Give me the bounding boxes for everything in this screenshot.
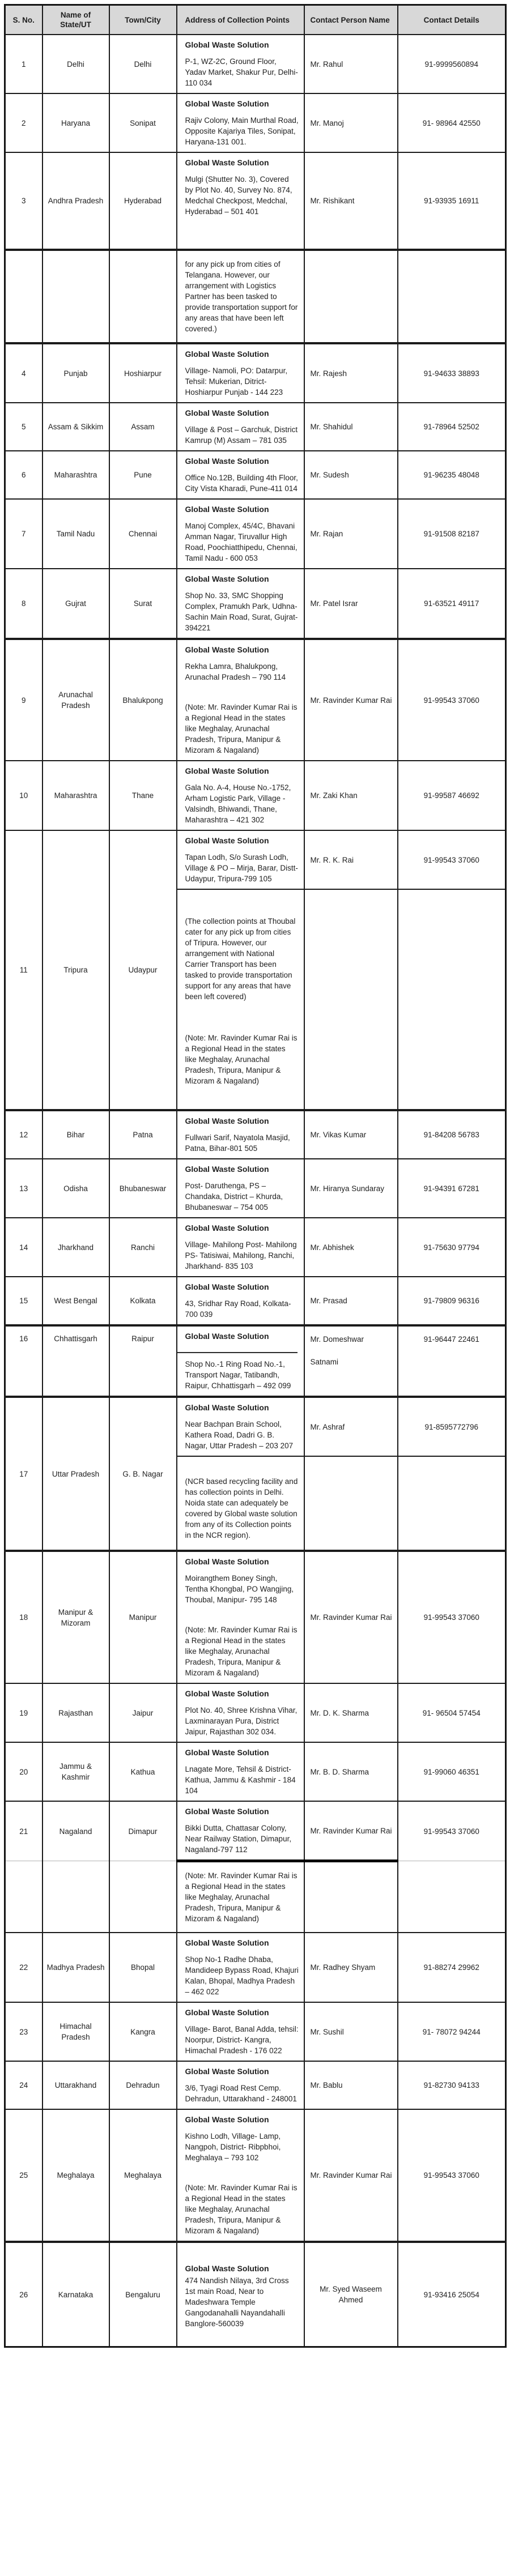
state-cell bbox=[42, 250, 109, 343]
address-cell bbox=[177, 451, 304, 499]
contact-person-cell: Satnami bbox=[304, 1352, 398, 1397]
table-row bbox=[5, 2061, 506, 2109]
address-text: (The collection points at Thoubal cater for any pick up from cities of Tripura. However, our arrangement with National Carrier Transport has been tasked to provide transportation support for any areas that have been left covered) bbox=[185, 917, 296, 1001]
contact-person-cell: Mr. Shahidul bbox=[304, 403, 398, 451]
contact-details-cell: 91-94633 38893 bbox=[398, 343, 506, 403]
sno-cell: 22 bbox=[5, 1933, 42, 2002]
address-cell bbox=[177, 1352, 304, 1397]
contact-details-cell bbox=[398, 889, 506, 1110]
address-cell bbox=[177, 1277, 304, 1325]
contact-details-cell: 91-94391 67281 bbox=[398, 1159, 506, 1218]
table-row bbox=[5, 93, 506, 152]
sno-cell: 15 bbox=[5, 1277, 42, 1325]
contact-details-cell bbox=[398, 250, 506, 343]
address-text: Tapan Lodh, S/o Surash Lodh, Village & PO – Mirja, Barar, Distt-Udaypur, Tripura-799 105 bbox=[185, 853, 298, 883]
contact-details-cell: 91-96447 22461 bbox=[398, 1325, 506, 1352]
contact-person-cell: Mr. Domeshwar bbox=[304, 1325, 398, 1352]
sno-cell: 5 bbox=[5, 403, 42, 451]
sno-cell: 6 bbox=[5, 451, 42, 499]
table-row bbox=[5, 2242, 506, 2347]
table-row bbox=[5, 1861, 506, 1933]
table-row bbox=[5, 1933, 506, 2002]
state-cell: Karnataka bbox=[42, 2242, 109, 2347]
table-row bbox=[5, 250, 506, 343]
address-cell bbox=[177, 761, 304, 830]
address-cell bbox=[177, 1456, 304, 1551]
contact-person-cell: Mr. Patel Israr bbox=[304, 569, 398, 639]
address-heading: Global Waste Solution bbox=[185, 349, 269, 359]
state-cell: Madhya Pradesh bbox=[42, 1933, 109, 2002]
address-text: 43, Sridhar Ray Road, Kolkata- 700 039 bbox=[185, 1299, 291, 1319]
address-text: Village- Mahilong Post- Mahilong PS- Tatisiwai, Mahilong, Ranchi, Jharkhand- 835 103 bbox=[185, 1240, 297, 1270]
contact-details-cell: 91-99543 37060 bbox=[398, 2109, 506, 2242]
header-row bbox=[5, 5, 506, 35]
contact-person-cell: Mr. Abhishek bbox=[304, 1218, 398, 1277]
address-cell bbox=[177, 2002, 304, 2061]
state-cell: West Bengal bbox=[42, 1277, 109, 1325]
address-text: (Note: Mr. Ravinder Kumar Rai is a Regional Head in the states like Meghalay, Arunachal Pradesh, Tripura, Manipur & Mizoram & Nagaland) bbox=[185, 1871, 298, 1923]
address-cell bbox=[177, 2242, 304, 2347]
address-text: (Note: Mr. Ravinder Kumar Rai is a Regional Head in the states like Meghalay, Arunachal Pradesh, Tripura, Manipur & Mizoram & Nagaland) bbox=[185, 703, 298, 754]
address-cell bbox=[177, 1801, 304, 1861]
table-row bbox=[5, 1551, 506, 1683]
sno-cell: 17 bbox=[5, 1397, 42, 1551]
contact-person-cell: Mr. Ashraf bbox=[304, 1397, 398, 1456]
contact-person-cell: Mr. Sushil bbox=[304, 2002, 398, 2061]
address-cell bbox=[177, 1218, 304, 1277]
address-cell bbox=[177, 1159, 304, 1218]
state-cell: Jammu & Kashmir bbox=[42, 1742, 109, 1801]
city-cell: Delhi bbox=[109, 35, 177, 93]
address-text: Near Bachpan Brain School, Kathera Road, Dadri G. B. Nagar, Uttar Pradesh – 203 207 bbox=[185, 1420, 294, 1450]
state-cell bbox=[42, 1861, 109, 1933]
table-row bbox=[5, 499, 506, 569]
sno-cell bbox=[5, 250, 42, 343]
address-text: Shop No. 33, SMC Shopping Complex, Pramukh Park, Udhna-Sachin Main Road, Surat, Gujrat-394221 bbox=[185, 591, 298, 632]
address-cell bbox=[177, 1551, 304, 1683]
address-text: Village- Barot, Banal Adda, tehsil: Noorpur, District- Kangra, Himachal Pradesh - 176 022 bbox=[185, 2025, 299, 2055]
address-text: (Note: Mr. Ravinder Kumar Rai is a Regional Head in the states like Meghalay, Arunachal Pradesh, Tripura, Manipur & Mizoram & Nagaland) bbox=[185, 1626, 298, 1677]
address-heading: Global Waste Solution bbox=[185, 2067, 269, 2076]
address-text: Kishno Lodh, Village- Lamp, Nangpoh, District- Ribpbhoi, Meghalaya – 793 102 bbox=[185, 2132, 281, 2162]
address-cell bbox=[177, 1933, 304, 2002]
address-text: Manoj Complex, 45/4C, Bhavani Amman Nagar, Tiruvallur High Road, Poochiatthipedu, Chennai, Tamil Nadu - 600 053 bbox=[185, 522, 298, 562]
address-text: Lnagate More, Tehsil & District-Kathua, Jammu & Kashmir - 184 104 bbox=[185, 1765, 296, 1795]
city-cell: Pune bbox=[109, 451, 177, 499]
address-cell bbox=[177, 403, 304, 451]
contact-details-cell: 91-63521 49117 bbox=[398, 569, 506, 639]
address-cell bbox=[177, 830, 304, 889]
contact-person-cell bbox=[304, 1456, 398, 1551]
address-heading: Global Waste Solution bbox=[185, 1403, 269, 1412]
collection-points-table bbox=[4, 4, 507, 2348]
table-row bbox=[5, 1325, 506, 1352]
city-cell: G. B. Nagar bbox=[109, 1397, 177, 1551]
sno-cell: 19 bbox=[5, 1683, 42, 1742]
contact-person-cell bbox=[304, 1861, 398, 1933]
state-cell: Delhi bbox=[42, 35, 109, 93]
table-row bbox=[5, 1110, 506, 1159]
address-heading: Global Waste Solution bbox=[185, 645, 269, 654]
table-row bbox=[5, 1742, 506, 1801]
state-cell: Assam & Sikkim bbox=[42, 403, 109, 451]
sno-cell: 21 bbox=[5, 1801, 42, 1861]
address-cell bbox=[177, 569, 304, 639]
contact-person-cell: Mr. Rishikant bbox=[304, 152, 398, 250]
contact-person-cell: Mr. Rajan bbox=[304, 499, 398, 569]
address-cell bbox=[177, 1861, 304, 1933]
address-cell bbox=[177, 1397, 304, 1456]
address-cell bbox=[177, 1325, 304, 1352]
address-heading: Global Waste Solution bbox=[185, 1116, 269, 1125]
sno-cell: 13 bbox=[5, 1159, 42, 1218]
contact-details-cell: 91-82730 94133 bbox=[398, 2061, 506, 2109]
state-cell: Maharashtra bbox=[42, 451, 109, 499]
address-heading: Global Waste Solution bbox=[185, 1282, 269, 1291]
sno-cell: 16 bbox=[5, 1325, 42, 1397]
address-text: Rajiv Colony, Main Murthal Road, Opposite Kajariya Tiles, Sonipat, Haryana-131 001. bbox=[185, 116, 299, 146]
city-cell: Assam bbox=[109, 403, 177, 451]
state-cell: Nagaland bbox=[42, 1801, 109, 1861]
contact-person-cell bbox=[304, 250, 398, 343]
table-row bbox=[5, 1277, 506, 1325]
city-cell: Bengaluru bbox=[109, 2242, 177, 2347]
sno-cell: 1 bbox=[5, 35, 42, 93]
address-heading: Global Waste Solution bbox=[185, 505, 269, 514]
sno-cell: 3 bbox=[5, 152, 42, 250]
city-cell: Bhubaneswar bbox=[109, 1159, 177, 1218]
contact-details-cell: 91-8595772796 bbox=[398, 1397, 506, 1456]
address-cell bbox=[177, 343, 304, 403]
table-row bbox=[5, 152, 506, 250]
city-cell: Bhalukpong bbox=[109, 639, 177, 761]
address-text: (Note: Mr. Ravinder Kumar Rai is a Regional Head in the states like Meghalay, Arunachal Pradesh, Tripura, Manipur & Mizoram & Nagaland) bbox=[185, 1034, 298, 1085]
col-header-person: Contact Person Name bbox=[304, 5, 398, 35]
address-heading: Global Waste Solution bbox=[185, 836, 269, 845]
address-cell bbox=[177, 889, 304, 1110]
contact-details-cell bbox=[398, 1352, 506, 1397]
address-text: Mulgi (Shutter No. 3), Covered by Plot No. 40, Survey No. 874, Medchal Checkpost, Medchal, Hyderabad – 501 401 bbox=[185, 175, 292, 216]
address-cell bbox=[177, 499, 304, 569]
sno-cell: 8 bbox=[5, 569, 42, 639]
table-row bbox=[5, 451, 506, 499]
address-text: (Note: Mr. Ravinder Kumar Rai is a Regional Head in the states like Meghalay, Arunachal Pradesh, Tripura, Manipur & Mizoram & Nagaland) bbox=[185, 2183, 298, 2235]
sno-cell: 18 bbox=[5, 1551, 42, 1683]
address-text: Gala No. A-4, House No.-1752, Arham Logistic Park, Village - Valsindh, Bhiwandi, Thane, Maharashtra – 421 302 bbox=[185, 783, 291, 824]
address-text: Shop No.-1 Ring Road No.-1, Transport Nagar, Tatibandh, Raipur, Chhattisgarh – 492 099 bbox=[185, 1360, 291, 1390]
address-text: Moirangthem Boney Singh, Tentha Khongbal, PO Wangjing, Thoubal, Manipur- 795 148 bbox=[185, 1574, 294, 1604]
city-cell bbox=[109, 1861, 177, 1933]
state-cell: Haryana bbox=[42, 93, 109, 152]
contact-person-cell: Mr. Ravinder Kumar Rai bbox=[304, 2109, 398, 2242]
city-cell: Ranchi bbox=[109, 1218, 177, 1277]
table-row bbox=[5, 35, 506, 93]
address-cell bbox=[177, 2109, 304, 2242]
address-text: for any pick up from cities of Telangana. However, our arrangement with Logistics Partner has been tasked to provide transportation support for any areas that have been left covered.) bbox=[185, 260, 298, 333]
contact-details-cell: 91-84208 56783 bbox=[398, 1110, 506, 1159]
city-cell: Kathua bbox=[109, 1742, 177, 1801]
address-cell bbox=[177, 250, 304, 343]
address-cell bbox=[177, 2061, 304, 2109]
table-body bbox=[5, 35, 506, 2347]
city-cell: Thane bbox=[109, 761, 177, 830]
address-heading: Global Waste Solution bbox=[185, 1332, 269, 1341]
table-row bbox=[5, 1801, 506, 1861]
address-cell bbox=[177, 35, 304, 93]
address-cell bbox=[177, 1742, 304, 1801]
contact-details-cell: 91-79809 96316 bbox=[398, 1277, 506, 1325]
contact-details-cell: 91-93935 16911 bbox=[398, 152, 506, 250]
address-text: Rekha Lamra, Bhalukpong, Arunachal Pradesh – 790 114 bbox=[185, 662, 286, 681]
address-heading: Global Waste Solution bbox=[185, 2264, 269, 2273]
table-row bbox=[5, 1159, 506, 1218]
state-cell: Punjab bbox=[42, 343, 109, 403]
address-heading: Global Waste Solution bbox=[185, 2008, 269, 2017]
contact-person-cell: Mr. D. K. Sharma bbox=[304, 1683, 398, 1742]
address-heading: Global Waste Solution bbox=[185, 1223, 269, 1232]
address-heading: Global Waste Solution bbox=[185, 40, 269, 49]
state-cell: Gujrat bbox=[42, 569, 109, 639]
contact-details-cell: 91-99543 37060 bbox=[398, 830, 506, 889]
city-cell: Surat bbox=[109, 569, 177, 639]
contact-details-cell: 91-9999560894 bbox=[398, 35, 506, 93]
table-row bbox=[5, 2109, 506, 2242]
sno-cell: 25 bbox=[5, 2109, 42, 2242]
city-cell: Sonipat bbox=[109, 93, 177, 152]
address-heading: Global Waste Solution bbox=[185, 1165, 269, 1174]
contact-person-cell: Mr. Ravinder Kumar Rai bbox=[304, 1801, 398, 1861]
table-row bbox=[5, 639, 506, 761]
contact-person-cell: Mr. Zaki Khan bbox=[304, 761, 398, 830]
city-cell: Manipur bbox=[109, 1551, 177, 1683]
sno-cell: 2 bbox=[5, 93, 42, 152]
address-heading: Global Waste Solution bbox=[185, 457, 269, 466]
address-heading: Global Waste Solution bbox=[185, 766, 269, 775]
state-cell: Chhattisgarh bbox=[42, 1325, 109, 1397]
sno-cell: 10 bbox=[5, 761, 42, 830]
table-row bbox=[5, 343, 506, 403]
contact-person-cell: Mr. Ravinder Kumar Rai bbox=[304, 639, 398, 761]
table-row bbox=[5, 1683, 506, 1742]
contact-details-cell: 91-78964 52502 bbox=[398, 403, 506, 451]
address-text: 3/6, Tyagi Road Rest Cemp. Dehradun, Uttarakhand - 248001 bbox=[185, 2084, 297, 2103]
sno-cell: 20 bbox=[5, 1742, 42, 1801]
address-heading: Global Waste Solution bbox=[185, 408, 269, 417]
state-cell: Tripura bbox=[42, 830, 109, 1110]
address-heading: Global Waste Solution bbox=[185, 574, 269, 583]
sno-cell: 4 bbox=[5, 343, 42, 403]
contact-details-cell: 91- 78072 94244 bbox=[398, 2002, 506, 2061]
contact-person-cell: Mr. Vikas Kumar bbox=[304, 1110, 398, 1159]
state-cell: Odisha bbox=[42, 1159, 109, 1218]
table-header bbox=[5, 5, 506, 35]
col-header-state: Name of State/UT bbox=[42, 5, 109, 35]
contact-details-cell: 91-99060 46351 bbox=[398, 1742, 506, 1801]
sno-cell bbox=[5, 1861, 42, 1933]
sno-cell: 12 bbox=[5, 1110, 42, 1159]
col-header-sno: S. No. bbox=[5, 5, 42, 35]
address-heading: Global Waste Solution bbox=[185, 1689, 269, 1698]
sno-cell: 14 bbox=[5, 1218, 42, 1277]
contact-details-cell bbox=[398, 1861, 506, 1933]
col-header-city: Town/City bbox=[109, 5, 177, 35]
state-cell: Jharkhand bbox=[42, 1218, 109, 1277]
contact-person-cell: Mr. B. D. Sharma bbox=[304, 1742, 398, 1801]
address-text: P-1, WZ-2C, Ground Floor, Yadav Market, Shakur Pur, Delhi-110 034 bbox=[185, 57, 298, 87]
city-cell bbox=[109, 250, 177, 343]
city-cell: Udaypur bbox=[109, 830, 177, 1110]
city-cell: Dimapur bbox=[109, 1801, 177, 1861]
state-cell: Bihar bbox=[42, 1110, 109, 1159]
address-text: Bikki Dutta, Chattasar Colony, Near Railway Station, Dimapur, Nagaland-797 112 bbox=[185, 1824, 292, 1854]
address-cell bbox=[177, 1110, 304, 1159]
divider-line bbox=[177, 1352, 298, 1353]
table-row bbox=[5, 830, 506, 889]
contact-details-cell bbox=[398, 1456, 506, 1551]
city-cell: Dehradun bbox=[109, 2061, 177, 2109]
contact-person-cell: Mr. Syed Waseem Ahmed bbox=[304, 2242, 398, 2347]
address-cell bbox=[177, 152, 304, 250]
contact-details-cell: 91-99543 37060 bbox=[398, 1551, 506, 1683]
address-text: Fullwari Sarif, Nayatola Masjid, Patna, Bihar-801 505 bbox=[185, 1133, 290, 1153]
address-heading: Global Waste Solution bbox=[185, 2115, 269, 2124]
table-row bbox=[5, 761, 506, 830]
sno-cell: 24 bbox=[5, 2061, 42, 2109]
table-row bbox=[5, 403, 506, 451]
address-text: Shop No-1 Radhe Dhaba, Mandideep Bypass Road, Khajuri Kalan, Bhopal, Madhya Pradesh – 462 022 bbox=[185, 1955, 299, 1996]
address-text: Office No.12B, Building 4th Floor, City Vista Kharadi, Pune-411 014 bbox=[185, 474, 298, 493]
state-cell: Uttar Pradesh bbox=[42, 1397, 109, 1551]
contact-details-cell: 91-99543 37060 bbox=[398, 639, 506, 761]
table-row bbox=[5, 2002, 506, 2061]
contact-person-cell bbox=[304, 889, 398, 1110]
state-cell: Rajasthan bbox=[42, 1683, 109, 1742]
state-cell: Himachal Pradesh bbox=[42, 2002, 109, 2061]
city-cell: Jaipur bbox=[109, 1683, 177, 1742]
address-heading: Global Waste Solution bbox=[185, 1748, 269, 1757]
contact-person-cell: Mr. Hiranya Sundaray bbox=[304, 1159, 398, 1218]
contact-person-cell: Mr. Bablu bbox=[304, 2061, 398, 2109]
contact-details-cell: 91-93416 25054 bbox=[398, 2242, 506, 2347]
col-header-address: Address of Collection Points bbox=[177, 5, 304, 35]
contact-details-cell: 91-96235 48048 bbox=[398, 451, 506, 499]
address-heading: Global Waste Solution bbox=[185, 1807, 269, 1816]
contact-person-cell: Mr. Sudesh bbox=[304, 451, 398, 499]
city-cell: Raipur bbox=[109, 1325, 177, 1397]
address-cell bbox=[177, 639, 304, 761]
contact-person-cell: Mr. Rahul bbox=[304, 35, 398, 93]
sno-cell: 7 bbox=[5, 499, 42, 569]
address-text: Village- Namoli, PO: Datarpur, Tehsil: Mukerian, Ditrict- Hoshiarpur Punjab - 144 223 bbox=[185, 366, 288, 396]
city-cell: Hoshiarpur bbox=[109, 343, 177, 403]
state-cell: Tamil Nadu bbox=[42, 499, 109, 569]
city-cell: Chennai bbox=[109, 499, 177, 569]
contact-details-cell: 91-75630 97794 bbox=[398, 1218, 506, 1277]
contact-details-cell: 91-91508 82187 bbox=[398, 499, 506, 569]
contact-person-cell: Mr. Manoj bbox=[304, 93, 398, 152]
sno-cell: 9 bbox=[5, 639, 42, 761]
contact-details-cell: 91-99543 37060 bbox=[398, 1801, 506, 1861]
address-text: Post- Daruthenga, PS – Chandaka, District – Khurda, Bhubaneswar – 754 005 bbox=[185, 1182, 283, 1212]
state-cell: Manipur & Mizoram bbox=[42, 1551, 109, 1683]
state-cell: Meghalaya bbox=[42, 2109, 109, 2242]
address-text: 474 Nandish Nilaya, 3rd Cross 1st main Road, Near to Madeshwara Temple Gangodanahalli Nayandahalli Banglore-560039 bbox=[185, 2276, 289, 2328]
address-text: Village & Post – Garchuk, District Kamrup (M) Assam – 781 035 bbox=[185, 425, 298, 445]
contact-details-cell: 91- 98964 42550 bbox=[398, 93, 506, 152]
state-cell: Andhra Pradesh bbox=[42, 152, 109, 250]
state-cell: Arunachal Pradesh bbox=[42, 639, 109, 761]
contact-details-cell: 91-88274 29962 bbox=[398, 1933, 506, 2002]
state-cell: Maharashtra bbox=[42, 761, 109, 830]
sno-cell: 11 bbox=[5, 830, 42, 1110]
address-heading: Global Waste Solution bbox=[185, 1557, 269, 1566]
city-cell: Patna bbox=[109, 1110, 177, 1159]
city-cell: Kolkata bbox=[109, 1277, 177, 1325]
city-cell: Meghalaya bbox=[109, 2109, 177, 2242]
contact-details-cell: 91-99587 46692 bbox=[398, 761, 506, 830]
state-cell: Uttarakhand bbox=[42, 2061, 109, 2109]
address-heading: Global Waste Solution bbox=[185, 158, 269, 167]
address-text: Plot No. 40, Shree Krishna Vihar, Laxminarayan Pura, District Jaipur, Rajasthan 302 034. bbox=[185, 1706, 298, 1736]
table-row bbox=[5, 1218, 506, 1277]
address-text: (NCR based recycling facility and has collection points in Delhi. Noida state can adequately be covered by Global waste solution from any of its Collection points in the NCR region). bbox=[185, 1477, 298, 1539]
address-cell bbox=[177, 1683, 304, 1742]
table-row bbox=[5, 1397, 506, 1456]
address-cell bbox=[177, 93, 304, 152]
contact-details-cell: 91- 96504 57454 bbox=[398, 1683, 506, 1742]
contact-person-cell: Mr. Ravinder Kumar Rai bbox=[304, 1551, 398, 1683]
col-header-contact: Contact Details bbox=[398, 5, 506, 35]
contact-person-cell: Mr. R. K. Rai bbox=[304, 830, 398, 889]
contact-person-cell: Mr. Radhey Shyam bbox=[304, 1933, 398, 2002]
city-cell: Bhopal bbox=[109, 1933, 177, 2002]
contact-person-cell: Mr. Rajesh bbox=[304, 343, 398, 403]
address-heading: Global Waste Solution bbox=[185, 99, 269, 108]
contact-person-cell: Mr. Prasad bbox=[304, 1277, 398, 1325]
sno-cell: 26 bbox=[5, 2242, 42, 2347]
sno-cell: 23 bbox=[5, 2002, 42, 2061]
address-heading: Global Waste Solution bbox=[185, 1938, 269, 1947]
city-cell: Hyderabad bbox=[109, 152, 177, 250]
city-cell: Kangra bbox=[109, 2002, 177, 2061]
table-row bbox=[5, 569, 506, 639]
